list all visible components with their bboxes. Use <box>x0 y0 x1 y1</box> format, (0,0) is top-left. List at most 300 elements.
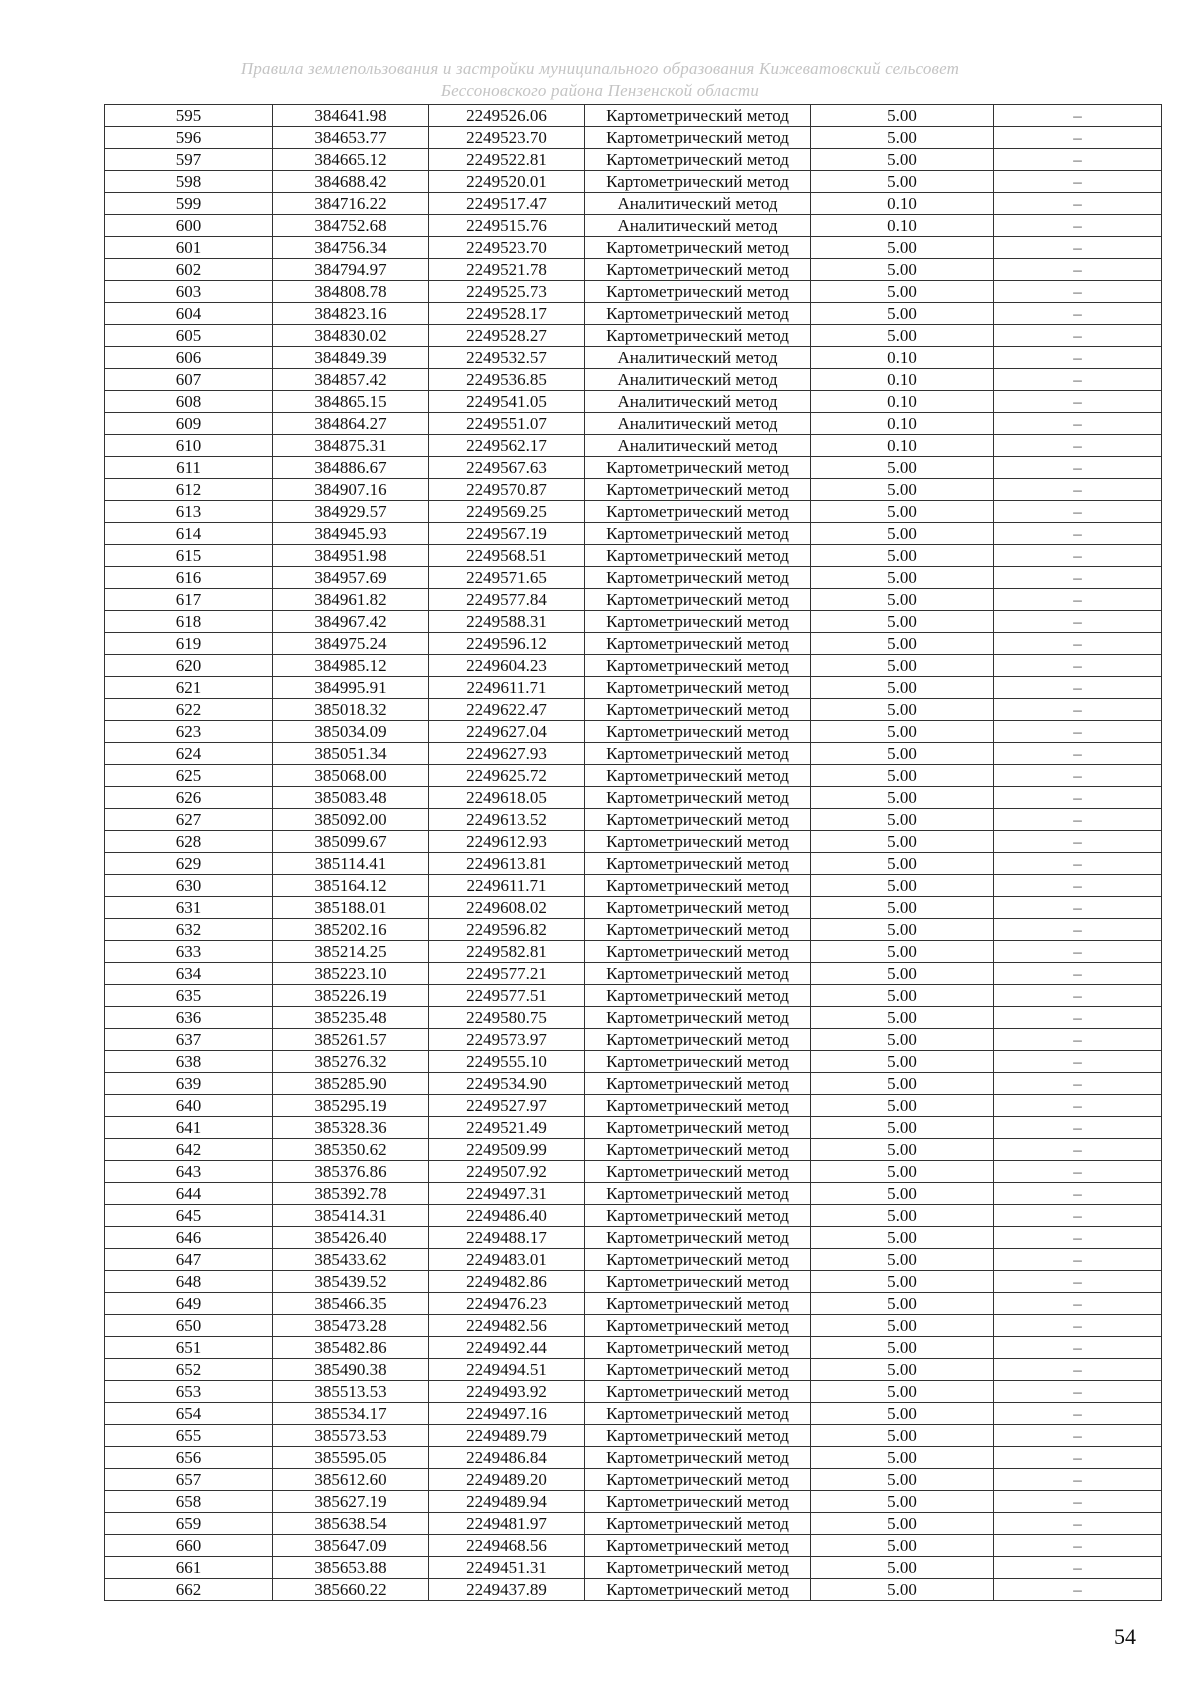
y-coordinate-cell: 2249437.89 <box>429 1579 585 1601</box>
description-cell: – <box>994 941 1162 963</box>
accuracy-cell: 5.00 <box>811 963 994 985</box>
description-cell: – <box>994 303 1162 325</box>
x-coordinate-cell: 384907.16 <box>273 479 429 501</box>
y-coordinate-cell: 2249613.52 <box>429 809 585 831</box>
accuracy-cell: 5.00 <box>811 985 994 1007</box>
method-cell: Картометрический метод <box>585 875 811 897</box>
point-number-cell: 661 <box>105 1557 273 1579</box>
table-row <box>105 963 1162 985</box>
y-coordinate-cell: 2249515.76 <box>429 215 585 237</box>
point-number-cell: 612 <box>105 479 273 501</box>
description-cell: – <box>994 677 1162 699</box>
description-cell: – <box>994 1183 1162 1205</box>
y-coordinate-cell: 2249588.31 <box>429 611 585 633</box>
point-number-cell: 654 <box>105 1403 273 1425</box>
x-coordinate-cell: 384849.39 <box>273 347 429 369</box>
description-cell: – <box>994 1425 1162 1447</box>
point-number-cell: 595 <box>105 105 273 127</box>
accuracy-cell: 0.10 <box>811 215 994 237</box>
point-number-cell: 621 <box>105 677 273 699</box>
y-coordinate-cell: 2249567.63 <box>429 457 585 479</box>
accuracy-cell: 5.00 <box>811 1183 994 1205</box>
description-cell: – <box>994 347 1162 369</box>
accuracy-cell: 5.00 <box>811 1029 994 1051</box>
point-number-cell: 600 <box>105 215 273 237</box>
x-coordinate-cell: 385083.48 <box>273 787 429 809</box>
point-number-cell: 611 <box>105 457 273 479</box>
point-number-cell: 617 <box>105 589 273 611</box>
x-coordinate-cell: 384985.12 <box>273 655 429 677</box>
method-cell: Картометрический метод <box>585 1073 811 1095</box>
description-cell: – <box>994 1249 1162 1271</box>
method-cell: Аналитический метод <box>585 215 811 237</box>
description-cell: – <box>994 897 1162 919</box>
x-coordinate-cell: 384665.12 <box>273 149 429 171</box>
point-number-cell: 614 <box>105 523 273 545</box>
x-coordinate-cell: 384653.77 <box>273 127 429 149</box>
point-number-cell: 625 <box>105 765 273 787</box>
point-number-cell: 644 <box>105 1183 273 1205</box>
table-row <box>105 853 1162 875</box>
y-coordinate-cell: 2249507.92 <box>429 1161 585 1183</box>
table-row <box>105 655 1162 677</box>
table-row <box>105 1359 1162 1381</box>
description-cell: – <box>994 1535 1162 1557</box>
point-number-cell: 640 <box>105 1095 273 1117</box>
method-cell: Картометрический метод <box>585 1029 811 1051</box>
table-row <box>105 347 1162 369</box>
document-header <box>0 58 1200 102</box>
description-cell: – <box>994 875 1162 897</box>
method-cell: Картометрический метод <box>585 743 811 765</box>
table-row <box>105 941 1162 963</box>
table-row <box>105 1271 1162 1293</box>
description-cell: – <box>994 523 1162 545</box>
accuracy-cell: 5.00 <box>811 1227 994 1249</box>
point-number-cell: 628 <box>105 831 273 853</box>
method-cell: Картометрический метод <box>585 1249 811 1271</box>
method-cell: Картометрический метод <box>585 963 811 985</box>
point-number-cell: 651 <box>105 1337 273 1359</box>
y-coordinate-cell: 2249488.17 <box>429 1227 585 1249</box>
x-coordinate-cell: 385439.52 <box>273 1271 429 1293</box>
accuracy-cell: 5.00 <box>811 1469 994 1491</box>
x-coordinate-cell: 385202.16 <box>273 919 429 941</box>
method-cell: Картометрический метод <box>585 479 811 501</box>
y-coordinate-cell: 2249573.97 <box>429 1029 585 1051</box>
description-cell: – <box>994 325 1162 347</box>
accuracy-cell: 5.00 <box>811 1315 994 1337</box>
table-row <box>105 1007 1162 1029</box>
description-cell: – <box>994 391 1162 413</box>
method-cell: Картометрический метод <box>585 1051 811 1073</box>
y-coordinate-cell: 2249521.49 <box>429 1117 585 1139</box>
description-cell: – <box>994 215 1162 237</box>
y-coordinate-cell: 2249451.31 <box>429 1557 585 1579</box>
method-cell: Картометрический метод <box>585 237 811 259</box>
accuracy-cell: 5.00 <box>811 1073 994 1095</box>
x-coordinate-cell: 384929.57 <box>273 501 429 523</box>
table-row <box>105 633 1162 655</box>
y-coordinate-cell: 2249492.44 <box>429 1337 585 1359</box>
point-number-cell: 662 <box>105 1579 273 1601</box>
point-number-cell: 607 <box>105 369 273 391</box>
x-coordinate-cell: 384967.42 <box>273 611 429 633</box>
point-number-cell: 627 <box>105 809 273 831</box>
y-coordinate-cell: 2249482.56 <box>429 1315 585 1337</box>
accuracy-cell: 5.00 <box>811 611 994 633</box>
description-cell: – <box>994 765 1162 787</box>
y-coordinate-cell: 2249622.47 <box>429 699 585 721</box>
table-row <box>105 127 1162 149</box>
method-cell: Картометрический метод <box>585 1117 811 1139</box>
y-coordinate-cell: 2249489.20 <box>429 1469 585 1491</box>
method-cell: Картометрический метод <box>585 171 811 193</box>
y-coordinate-cell: 2249570.87 <box>429 479 585 501</box>
x-coordinate-cell: 384808.78 <box>273 281 429 303</box>
table-row <box>105 721 1162 743</box>
y-coordinate-cell: 2249523.70 <box>429 237 585 259</box>
table-row <box>105 1161 1162 1183</box>
method-cell: Картометрический метод <box>585 501 811 523</box>
y-coordinate-cell: 2249618.05 <box>429 787 585 809</box>
accuracy-cell: 0.10 <box>811 391 994 413</box>
accuracy-cell: 5.00 <box>811 325 994 347</box>
point-number-cell: 642 <box>105 1139 273 1161</box>
y-coordinate-cell: 2249481.97 <box>429 1513 585 1535</box>
method-cell: Картометрический метод <box>585 303 811 325</box>
point-number-cell: 619 <box>105 633 273 655</box>
accuracy-cell: 5.00 <box>811 127 994 149</box>
method-cell: Картометрический метод <box>585 721 811 743</box>
description-cell: – <box>994 1051 1162 1073</box>
accuracy-cell: 5.00 <box>811 303 994 325</box>
description-cell: – <box>994 1139 1162 1161</box>
x-coordinate-cell: 385164.12 <box>273 875 429 897</box>
table-row <box>105 1447 1162 1469</box>
x-coordinate-cell: 385534.17 <box>273 1403 429 1425</box>
y-coordinate-cell: 2249525.73 <box>429 281 585 303</box>
accuracy-cell: 5.00 <box>811 1557 994 1579</box>
accuracy-cell: 5.00 <box>811 281 994 303</box>
y-coordinate-cell: 2249482.86 <box>429 1271 585 1293</box>
description-cell: – <box>994 1447 1162 1469</box>
y-coordinate-cell: 2249569.25 <box>429 501 585 523</box>
y-coordinate-cell: 2249534.90 <box>429 1073 585 1095</box>
x-coordinate-cell: 384830.02 <box>273 325 429 347</box>
accuracy-cell: 5.00 <box>811 1337 994 1359</box>
accuracy-cell: 5.00 <box>811 1579 994 1601</box>
point-number-cell: 641 <box>105 1117 273 1139</box>
accuracy-cell: 5.00 <box>811 809 994 831</box>
table-row <box>105 457 1162 479</box>
accuracy-cell: 5.00 <box>811 1491 994 1513</box>
accuracy-cell: 5.00 <box>811 787 994 809</box>
table-row <box>105 1293 1162 1315</box>
y-coordinate-cell: 2249571.65 <box>429 567 585 589</box>
method-cell: Картометрический метод <box>585 545 811 567</box>
accuracy-cell: 5.00 <box>811 523 994 545</box>
point-number-cell: 615 <box>105 545 273 567</box>
description-cell: – <box>994 1403 1162 1425</box>
point-number-cell: 660 <box>105 1535 273 1557</box>
point-number-cell: 656 <box>105 1447 273 1469</box>
y-coordinate-cell: 2249611.71 <box>429 875 585 897</box>
x-coordinate-cell: 384688.42 <box>273 171 429 193</box>
description-cell: – <box>994 1205 1162 1227</box>
description-cell: – <box>994 259 1162 281</box>
accuracy-cell: 5.00 <box>811 149 994 171</box>
point-number-cell: 637 <box>105 1029 273 1051</box>
method-cell: Аналитический метод <box>585 391 811 413</box>
table-row <box>105 1117 1162 1139</box>
y-coordinate-cell: 2249625.72 <box>429 765 585 787</box>
method-cell: Картометрический метод <box>585 1161 811 1183</box>
y-coordinate-cell: 2249567.19 <box>429 523 585 545</box>
accuracy-cell: 5.00 <box>811 457 994 479</box>
table-row <box>105 809 1162 831</box>
table-row <box>105 1051 1162 1073</box>
method-cell: Картометрический метод <box>585 1293 811 1315</box>
method-cell: Картометрический метод <box>585 1491 811 1513</box>
x-coordinate-cell: 384823.16 <box>273 303 429 325</box>
accuracy-cell: 5.00 <box>811 545 994 567</box>
x-coordinate-cell: 384961.82 <box>273 589 429 611</box>
table-row <box>105 765 1162 787</box>
method-cell: Картометрический метод <box>585 589 811 611</box>
table-row <box>105 237 1162 259</box>
x-coordinate-cell: 385414.31 <box>273 1205 429 1227</box>
method-cell: Картометрический метод <box>585 985 811 1007</box>
point-number-cell: 649 <box>105 1293 273 1315</box>
table-row <box>105 479 1162 501</box>
x-coordinate-cell: 384641.98 <box>273 105 429 127</box>
description-cell: – <box>994 1161 1162 1183</box>
description-cell: – <box>994 1469 1162 1491</box>
x-coordinate-cell: 384865.15 <box>273 391 429 413</box>
description-cell: – <box>994 1557 1162 1579</box>
method-cell: Картометрический метод <box>585 1139 811 1161</box>
table-row <box>105 787 1162 809</box>
x-coordinate-cell: 385612.60 <box>273 1469 429 1491</box>
description-cell: – <box>994 809 1162 831</box>
accuracy-cell: 5.00 <box>811 1513 994 1535</box>
y-coordinate-cell: 2249613.81 <box>429 853 585 875</box>
method-cell: Картометрический метод <box>585 1381 811 1403</box>
accuracy-cell: 5.00 <box>811 875 994 897</box>
description-cell: – <box>994 1513 1162 1535</box>
description-cell: – <box>994 589 1162 611</box>
table-row <box>105 303 1162 325</box>
y-coordinate-cell: 2249627.04 <box>429 721 585 743</box>
accuracy-cell: 5.00 <box>811 1051 994 1073</box>
description-cell: – <box>994 479 1162 501</box>
y-coordinate-cell: 2249489.94 <box>429 1491 585 1513</box>
table-row <box>105 369 1162 391</box>
x-coordinate-cell: 384794.97 <box>273 259 429 281</box>
description-cell: – <box>994 963 1162 985</box>
description-cell: – <box>994 633 1162 655</box>
accuracy-cell: 5.00 <box>811 1293 994 1315</box>
x-coordinate-cell: 385473.28 <box>273 1315 429 1337</box>
table-row <box>105 149 1162 171</box>
y-coordinate-cell: 2249494.51 <box>429 1359 585 1381</box>
x-coordinate-cell: 385490.38 <box>273 1359 429 1381</box>
table-row <box>105 919 1162 941</box>
accuracy-cell: 5.00 <box>811 1381 994 1403</box>
accuracy-cell: 5.00 <box>811 1139 994 1161</box>
y-coordinate-cell: 2249523.70 <box>429 127 585 149</box>
description-cell: – <box>994 1337 1162 1359</box>
point-number-cell: 610 <box>105 435 273 457</box>
accuracy-cell: 5.00 <box>811 589 994 611</box>
y-coordinate-cell: 2249577.84 <box>429 589 585 611</box>
y-coordinate-cell: 2249528.17 <box>429 303 585 325</box>
point-number-cell: 636 <box>105 1007 273 1029</box>
x-coordinate-cell: 385433.62 <box>273 1249 429 1271</box>
method-cell: Картометрический метод <box>585 567 811 589</box>
accuracy-cell: 5.00 <box>811 1205 994 1227</box>
accuracy-cell: 5.00 <box>811 1249 994 1271</box>
accuracy-cell: 5.00 <box>811 677 994 699</box>
table-row <box>105 1425 1162 1447</box>
y-coordinate-cell: 2249532.57 <box>429 347 585 369</box>
point-number-cell: 630 <box>105 875 273 897</box>
point-number-cell: 633 <box>105 941 273 963</box>
y-coordinate-cell: 2249497.31 <box>429 1183 585 1205</box>
point-number-cell: 631 <box>105 897 273 919</box>
accuracy-cell: 5.00 <box>811 479 994 501</box>
accuracy-cell: 5.00 <box>811 1447 994 1469</box>
description-cell: – <box>994 567 1162 589</box>
point-number-cell: 604 <box>105 303 273 325</box>
point-number-cell: 606 <box>105 347 273 369</box>
method-cell: Картометрический метод <box>585 919 811 941</box>
method-cell: Картометрический метод <box>585 1183 811 1205</box>
method-cell: Картометрический метод <box>585 259 811 281</box>
x-coordinate-cell: 384975.24 <box>273 633 429 655</box>
y-coordinate-cell: 2249489.79 <box>429 1425 585 1447</box>
description-cell: – <box>994 193 1162 215</box>
y-coordinate-cell: 2249551.07 <box>429 413 585 435</box>
table-row <box>105 1557 1162 1579</box>
description-cell: – <box>994 1579 1162 1601</box>
table-row <box>105 1315 1162 1337</box>
accuracy-cell: 5.00 <box>811 919 994 941</box>
y-coordinate-cell: 2249580.75 <box>429 1007 585 1029</box>
description-cell: – <box>994 545 1162 567</box>
method-cell: Картометрический метод <box>585 1359 811 1381</box>
table-row <box>105 259 1162 281</box>
method-cell: Картометрический метод <box>585 281 811 303</box>
description-cell: – <box>994 699 1162 721</box>
method-cell: Аналитический метод <box>585 347 811 369</box>
point-number-cell: 602 <box>105 259 273 281</box>
table-row <box>105 1403 1162 1425</box>
accuracy-cell: 5.00 <box>811 105 994 127</box>
accuracy-cell: 5.00 <box>811 171 994 193</box>
accuracy-cell: 5.00 <box>811 655 994 677</box>
description-cell: – <box>994 1117 1162 1139</box>
method-cell: Картометрический метод <box>585 127 811 149</box>
x-coordinate-cell: 385466.35 <box>273 1293 429 1315</box>
method-cell: Картометрический метод <box>585 1425 811 1447</box>
method-cell: Картометрический метод <box>585 699 811 721</box>
description-cell: – <box>994 787 1162 809</box>
method-cell: Картометрический метод <box>585 787 811 809</box>
point-number-cell: 597 <box>105 149 273 171</box>
y-coordinate-cell: 2249493.92 <box>429 1381 585 1403</box>
x-coordinate-cell: 385034.09 <box>273 721 429 743</box>
point-number-cell: 650 <box>105 1315 273 1337</box>
point-number-cell: 634 <box>105 963 273 985</box>
x-coordinate-cell: 384945.93 <box>273 523 429 545</box>
accuracy-cell: 5.00 <box>811 941 994 963</box>
table-row <box>105 391 1162 413</box>
method-cell: Картометрический метод <box>585 523 811 545</box>
method-cell: Картометрический метод <box>585 1535 811 1557</box>
x-coordinate-cell: 385114.41 <box>273 853 429 875</box>
method-cell: Картометрический метод <box>585 1227 811 1249</box>
method-cell: Аналитический метод <box>585 193 811 215</box>
point-number-cell: 603 <box>105 281 273 303</box>
description-cell: – <box>994 1381 1162 1403</box>
method-cell: Картометрический метод <box>585 1469 811 1491</box>
y-coordinate-cell: 2249596.12 <box>429 633 585 655</box>
table-row <box>105 567 1162 589</box>
method-cell: Картометрический метод <box>585 1095 811 1117</box>
table-row <box>105 985 1162 1007</box>
table-row <box>105 545 1162 567</box>
x-coordinate-cell: 385350.62 <box>273 1139 429 1161</box>
table-row <box>105 501 1162 523</box>
accuracy-cell: 5.00 <box>811 1117 994 1139</box>
table-row <box>105 1381 1162 1403</box>
y-coordinate-cell: 2249596.82 <box>429 919 585 941</box>
description-cell: – <box>994 1029 1162 1051</box>
x-coordinate-cell: 385285.90 <box>273 1073 429 1095</box>
point-number-cell: 632 <box>105 919 273 941</box>
table-row <box>105 1073 1162 1095</box>
accuracy-cell: 5.00 <box>811 567 994 589</box>
method-cell: Картометрический метод <box>585 457 811 479</box>
table-row <box>105 1469 1162 1491</box>
accuracy-cell: 0.10 <box>811 435 994 457</box>
accuracy-cell: 0.10 <box>811 347 994 369</box>
x-coordinate-cell: 385482.86 <box>273 1337 429 1359</box>
x-coordinate-cell: 385092.00 <box>273 809 429 831</box>
table-row <box>105 1227 1162 1249</box>
accuracy-cell: 5.00 <box>811 1535 994 1557</box>
description-cell: – <box>994 127 1162 149</box>
table-row <box>105 831 1162 853</box>
x-coordinate-cell: 385188.01 <box>273 897 429 919</box>
table-row <box>105 215 1162 237</box>
table-row <box>105 325 1162 347</box>
method-cell: Картометрический метод <box>585 1337 811 1359</box>
x-coordinate-cell: 384886.67 <box>273 457 429 479</box>
y-coordinate-cell: 2249562.17 <box>429 435 585 457</box>
x-coordinate-cell: 384875.31 <box>273 435 429 457</box>
point-number-cell: 648 <box>105 1271 273 1293</box>
y-coordinate-cell: 2249517.47 <box>429 193 585 215</box>
point-number-cell: 626 <box>105 787 273 809</box>
y-coordinate-cell: 2249522.81 <box>429 149 585 171</box>
description-cell: – <box>994 721 1162 743</box>
table-row <box>105 743 1162 765</box>
description-cell: – <box>994 1007 1162 1029</box>
accuracy-cell: 5.00 <box>811 743 994 765</box>
